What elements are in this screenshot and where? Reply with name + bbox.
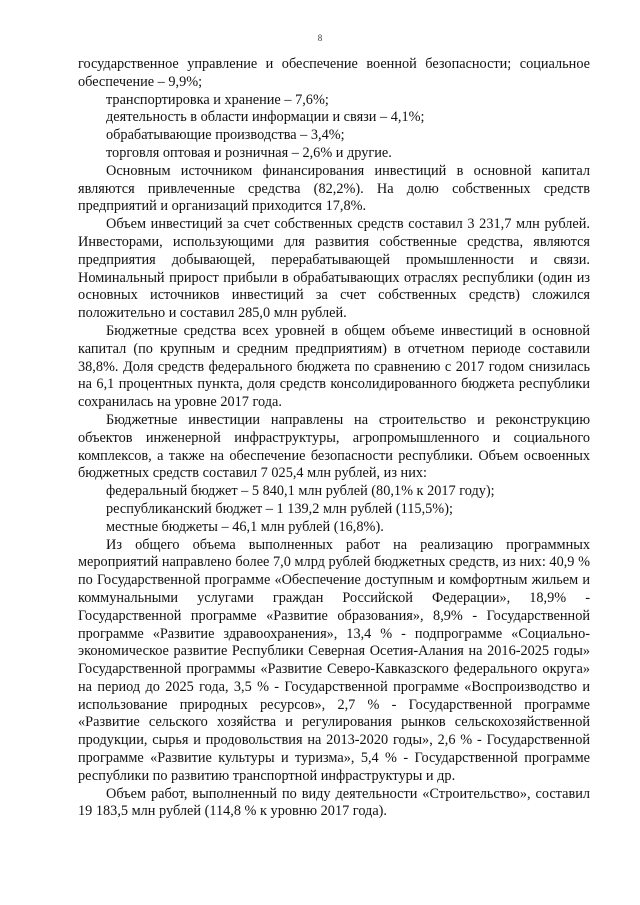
paragraph-manufacturing: обрабатывающие производства – 3,4%;	[106, 127, 345, 144]
paragraph-budget-investments: Бюджетные инвестиции направлены на строительство и реконструкцию объектов инженерной инфраструктуры, агропромышленного и социального комплексов, а также на обеспечение безопасности республики. Объем освоенных бюджетных средств составил 7 025,4 млн рублей, из них:	[78, 411, 590, 482]
paragraph-information: деятельность в области информации и связи – 4,1%;	[106, 109, 425, 126]
paragraph-own-funds: Объем инвестиций за счет собственных средств составил 3 231,7 млн рублей. Инвесторами, использующими для развития собственные средства, являются предприятия добывающей, перерабатывающей промышленности и связи. Номинальный прирост прибыли в обрабатывающих отраслях республики (один из основных источников инвестиций за счет собственных средств) сложился положительно и составил 285,0 млн рублей.	[78, 216, 590, 322]
paragraph-public-administration: государственное управление и обеспечение военной безопасности; социальное обеспечение – 9,9%;	[78, 56, 590, 90]
paragraph-republic-budget: республиканский бюджет – 1 139,2 млн рублей (115,5%);	[106, 500, 453, 517]
paragraph-financing-sources: Основным источником финансирования инвестиций в основной капитал являются привлеченные средства (82,2%). На долю собственных средств предприятий и организаций приходится 17,8%.	[78, 162, 590, 215]
paragraph-local-budgets: местные бюджеты – 46,1 млн рублей (16,8%).	[106, 518, 384, 535]
page-number: 8	[317, 33, 323, 43]
paragraph-programs: Из общего объема выполненных работ на реализацию программных мероприятий направлено более 7,0 млрд рублей бюджетных средств, из них: 40,9 % по Государственной программе «Обеспечение доступным и комфортным жильем и коммунальными услугами граждан Российской Федерации», 18,9% - Государственной программе «Развитие образования», 8,9% - Государственной программе «Развитие здравоохранения», 13,4 % - подпрограмме «Социально-экономическое развитие Республики Северная Осетия-Алания на 2016-2025 годы» Государственной программы «Развитие Северо-Кавказского федерального округа» на период до 2025 года, 3,5 % - Государственной программе «Воспроизводство и использование природных ресурсов», 2,7 % - Государственной программе «Развитие сельского хозяйства и регулирования рынков сельскохозяйственной продукции, сырья и продовольствия на 2013-2020 годы», 2,6 % - Государственной программе «Развитие культуры и туризма», 5,4 % - Государственной программе республики по развитию транспортной инфраструктуры и др.	[78, 536, 590, 784]
paragraph-transport: транспортировка и хранение – 7,6%;	[106, 91, 329, 108]
paragraph-budget-share: Бюджетные средства всех уровней в общем объеме инвестиций в основной капитал (по крупным и средним предприятиям) в отчетном периоде составили 38,8%. Доля средств федерального бюджета по сравнению с 2017 годом снизилась на 6,1 процентных пункта, доля средств консолидированного бюджета республики сохранилась на уровне 2017 года.	[78, 322, 590, 411]
document-body	[78, 56, 590, 821]
paragraph-construction: Объем работ, выполненный по виду деятельности «Строительство», составил 19 183,5 млн рублей (114,8 % к уровню 2017 года).	[78, 785, 590, 820]
paragraph-federal-budget: федеральный бюджет – 5 840,1 млн рублей (80,1% к 2017 году);	[106, 483, 495, 500]
paragraph-trade: торговля оптовая и розничная – 2,6% и другие.	[106, 144, 392, 161]
